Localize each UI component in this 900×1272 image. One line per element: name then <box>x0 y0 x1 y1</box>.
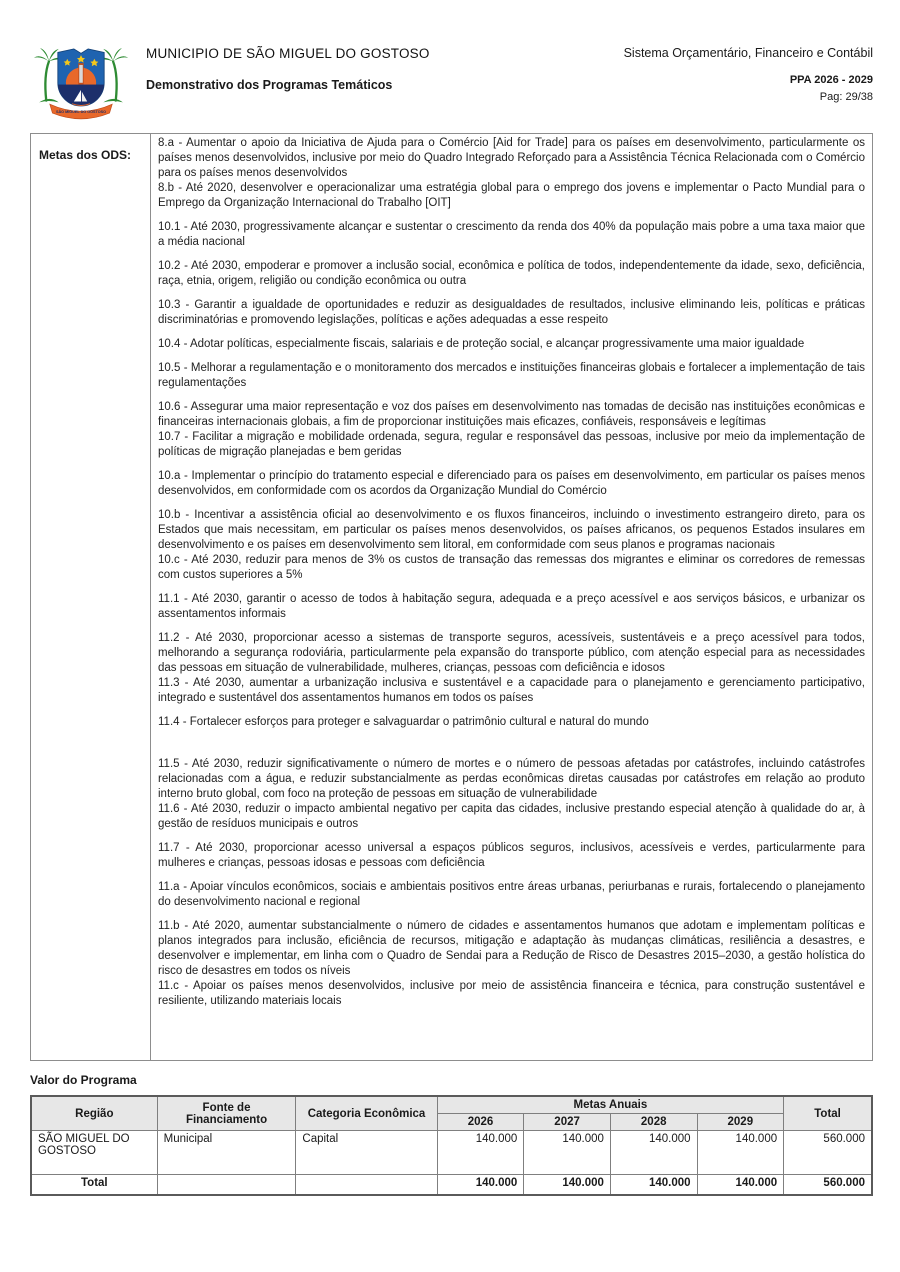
col-header-economic-category: Categoria Econômica <box>296 1096 437 1131</box>
logo-container <box>32 36 132 131</box>
ods-goal-10-a: 10.a - Implementar o princípio do tratamento especial e diferenciado para os países em desenvolvimento, em particular os países menos desenvolvidos, em conformidade com os acordos da Organização Mundial do Comércio <box>158 470 865 497</box>
cell-funding-source: Municipal <box>157 1131 296 1175</box>
col-header-annual-goals: Metas Anuais <box>437 1096 783 1114</box>
ods-goal-10-2: 10.2 - Até 2030, empoderar e promover a inclusão social, econômica e política de todos, independentemente da idade, sexo, deficiência, raça, etnia, origem, religião ou condição econômica ou outra <box>158 260 865 287</box>
svg-text:SÃO MIGUEL DO GOSTOSO: SÃO MIGUEL DO GOSTOSO <box>55 110 107 115</box>
ods-goal-11-6: 11.6 - Até 2030, reduzir o impacto ambiental negativo per capita das cidades, inclusive prestando especial atenção à qualidade do ar, à gestão de resíduos municipais e outros <box>158 803 865 830</box>
total-value-2029: 140.000 <box>697 1175 784 1195</box>
ods-goal-10-c: 10.c - Até 2030, reduzir para menos de 3% os custos de transação das remessas dos migrantes e eliminar os corredores de remessas com custos superiores a 5% <box>158 554 865 581</box>
col-header-year-2028: 2028 <box>610 1114 697 1131</box>
municipality-name: MUNICIPIO DE SÃO MIGUEL DO GOSTOSO <box>146 46 430 61</box>
page-number: Pag: 29/38 <box>819 91 873 103</box>
ods-goal-10-5: 10.5 - Melhorar a regulamentação e o monitoramento dos mercados e instituições financeiras globais e fortalecer a implementação de tais regulamentações <box>158 362 865 389</box>
cell-economic-category: Capital <box>296 1131 437 1175</box>
ods-goal-10-b: 10.b - Incentivar a assistência oficial ao desenvolvimento e os fluxos financeiros, incluindo o investimento estrangeiro direto, para os Estados que mais necessitam, em particular os países menos desenvolvidos, os países africanos, os pequenos Estados insulares em desenvolvimento e os países em desenvolvimento sem litoral, em conformidade com seus planos e programas nacionais <box>158 509 865 551</box>
ods-goals-text <box>151 134 872 1060</box>
col-header-funding-source: Fonte de Financiamento <box>157 1096 296 1131</box>
ods-goal-11-a: 11.a - Apoiar vínculos econômicos, sociais e ambientais positivos entre áreas urbanas, periurbanas e rurais, fortalecendo o planejamento do desenvolvimento nacional e regional <box>158 881 865 908</box>
ods-goal-11-7: 11.7 - Até 2030, proporcionar acesso universal a espaços públicos seguros, inclusivos, acessíveis e verdes, particularmente para mulheres e crianças, pessoas idosas e pessoas com deficiência <box>158 842 865 869</box>
report-header <box>30 0 873 131</box>
report-title: Demonstrativo dos Programas Temáticos <box>146 78 393 92</box>
total-value-2028: 140.000 <box>610 1175 697 1195</box>
col-header-year-2027: 2027 <box>524 1114 611 1131</box>
header-titles <box>132 36 624 92</box>
header-meta <box>624 36 873 103</box>
program-value-table <box>30 1095 873 1196</box>
col-header-year-2029: 2029 <box>697 1114 784 1131</box>
ods-goal-8a: 8.a - Aumentar o apoio da Iniciativa de Ajuda para o Comércio [Aid for Trade] para os países em desenvolvimento, particularmente os países menos desenvolvidos, inclusive por meio do Quadro Integrado Reforçado para a Assistência Técnica Relacionada com o Comércio para os países menos desenvolvidos <box>158 137 865 179</box>
total-row-empty-source <box>157 1175 296 1195</box>
ods-goal-11-2: 11.2 - Até 2030, proporcionar acesso a sistemas de transporte seguros, acessíveis, sustentáveis e a preço acessível para todos, melhorando a segurança rodoviária, particularmente pela expansão do transporte público, com atenção especial para as necessidades das pessoas em situação de vulnerabilidade, mulheres, crianças, pessoas com deficiência e idosos <box>158 632 865 674</box>
total-value-2026: 140.000 <box>437 1175 524 1195</box>
ods-goal-10-6: 10.6 - Assegurar uma maior representação e voz dos países em desenvolvimento nas tomadas de decisão nas instituições econômicas e financeiras internacionais globais, a fim de proporcionar instituições mais eficazes, confiáveis, responsáveis e legítimas <box>158 401 865 428</box>
cell-value-2027: 140.000 <box>524 1131 611 1175</box>
ods-goal-11-4: 11.4 - Fortalecer esforços para proteger e salvaguardar o patrimônio cultural e natural do mundo <box>158 716 649 728</box>
system-name: Sistema Orçamentário, Financeiro e Contábil <box>623 46 873 60</box>
cell-row-total: 560.000 <box>784 1131 872 1175</box>
total-row-empty-category <box>296 1175 437 1195</box>
ods-goal-10-3: 10.3 - Garantir a igualdade de oportunidades e reduzir as desigualdades de resultados, inclusive eliminando leis, políticas e práticas discriminatórias e promovendo legislações, políticas e ações adequadas a esse respeito <box>158 299 865 326</box>
ods-goal-10-1: 10.1 - Até 2030, progressivamente alcançar e sustentar o crescimento da renda dos 40% da população mais pobre a uma taxa maior que a média nacional <box>158 221 865 248</box>
cell-value-2026: 140.000 <box>437 1131 524 1175</box>
col-header-region: Região <box>31 1096 157 1131</box>
ods-goal-11-b: 11.b - Até 2020, aumentar substancialmente o número de cidades e assentamentos humanos que adotam e implementam políticas e planos integrados para inclusão, eficiência de recursos, mitigação e adaptação às mudanças climáticas, resiliência a desastres, e desenvolver e implementar, em linha com o Quadro de Sendai para a Redução de Risco de Desastres 2015–2030, a gestão holística do risco de desastres em todos os níveis <box>158 920 865 977</box>
ods-goal-10-4: 10.4 - Adotar políticas, especialmente fiscais, salariais e de proteção social, e alcançar progressivamente uma maior igualdade <box>158 338 805 350</box>
table-header <box>31 1096 872 1131</box>
ods-goal-10-7: 10.7 - Facilitar a migração e mobilidade ordenada, segura, regular e responsável das pessoas, inclusive por meio da implementação de políticas de migração planejadas e bem geridas <box>158 431 865 458</box>
ods-goals-section <box>30 133 873 1061</box>
ods-goal-8b: 8.b - Até 2020, desenvolver e operacionalizar uma estratégia global para o emprego dos jovens e implementar o Pacto Mundial para o Emprego da Organização Internacional do Trabalho [OIT] <box>158 182 865 209</box>
cell-value-2028: 140.000 <box>610 1131 697 1175</box>
table-total-row <box>31 1175 872 1195</box>
ods-goal-11-1: 11.1 - Até 2030, garantir o acesso de todos à habitação segura, adequada e a preço acessível e aos serviços básicos, e urbanizar os assentamentos informais <box>158 593 865 620</box>
cell-value-2029: 140.000 <box>697 1131 784 1175</box>
total-value-2027: 140.000 <box>524 1175 611 1195</box>
program-value-title: Valor do Programa <box>30 1073 137 1087</box>
col-header-year-2026: 2026 <box>437 1114 524 1131</box>
ppa-period-label: PPA 2026 - 2029 <box>789 74 873 86</box>
table-row <box>31 1131 872 1175</box>
cell-region: SÃO MIGUEL DO GOSTOSO <box>31 1131 157 1175</box>
col-header-total: Total <box>784 1096 872 1131</box>
ods-goal-11-5: 11.5 - Até 2030, reduzir significativamente o número de mortes e o número de pessoas afetadas por catástrofes, incluindo catástrofes relacionadas com a água, e reduzir substancialmente as perdas econômicas diretas causadas por catástrofes em relação ao produto interno bruto global, com foco na proteção de pessoas em situação de vulnerabilidade <box>158 758 865 800</box>
ods-label-cell <box>31 134 151 1060</box>
ods-goal-11-c: 11.c - Apoiar os países menos desenvolvidos, inclusive por meio de assistência financeira e técnica, para construção sustentável e resiliente, utilizando materiais locais <box>158 980 865 1007</box>
total-grand-total: 560.000 <box>784 1175 872 1195</box>
ods-section-label: Metas dos ODS: <box>39 148 132 162</box>
ods-goal-11-3: 11.3 - Até 2030, aumentar a urbanização inclusiva e sustentável e a capacidade para o planejamento e gerenciamento participativo, integrado e sustentável dos assentamentos humanos em todos os países <box>158 677 865 704</box>
municipal-coat-of-arms-icon <box>32 36 130 126</box>
total-row-label: Total <box>31 1175 157 1195</box>
